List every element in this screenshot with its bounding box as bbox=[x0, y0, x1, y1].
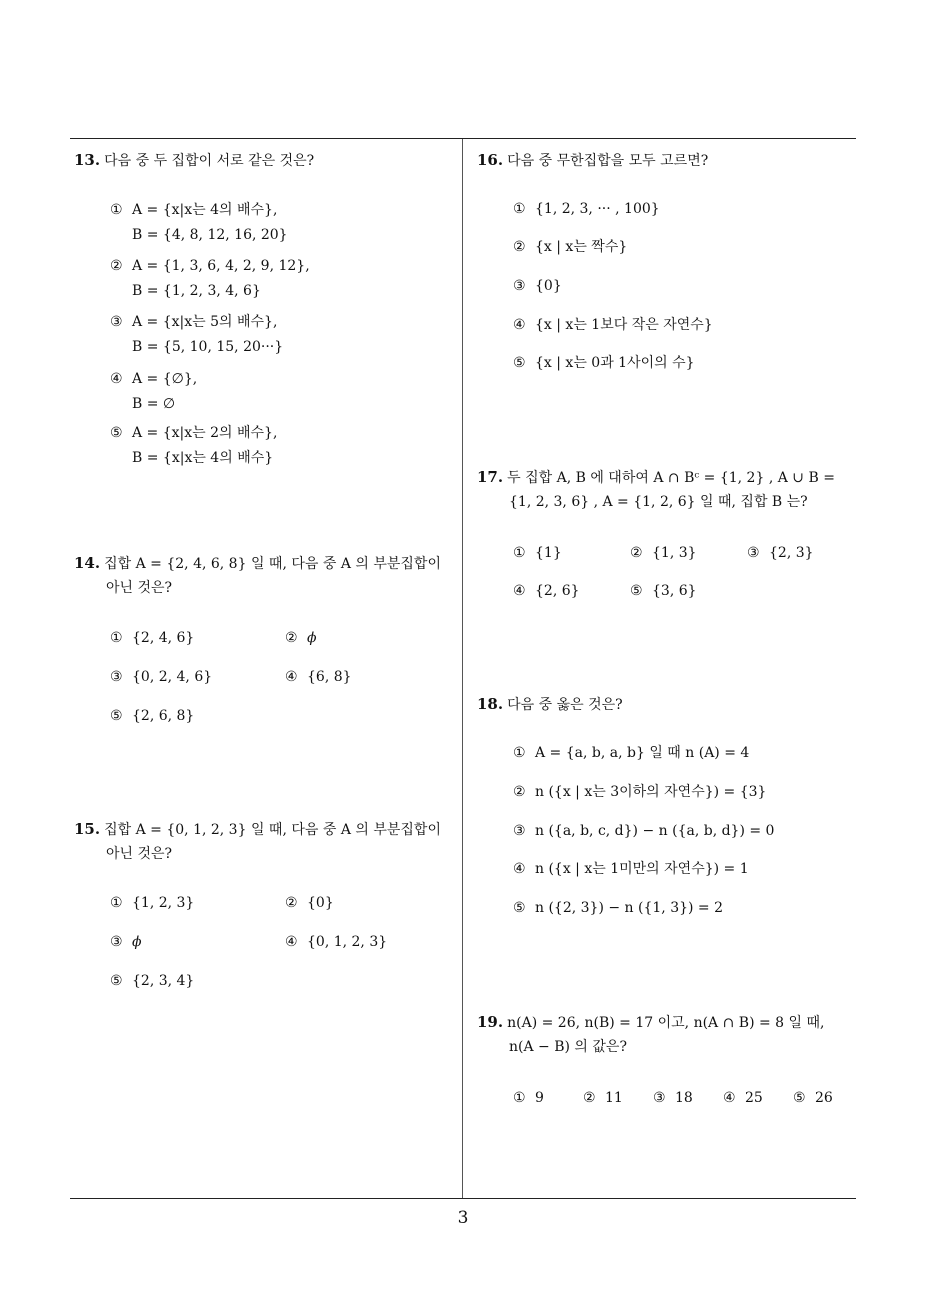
q13-option-3-line2: B = {5, 10, 15, 20···} bbox=[132, 339, 284, 355]
question-text-cont: 아닌 것은? bbox=[106, 846, 173, 862]
option-text: n ({x | x는 3이하의 자연수}) = {3} bbox=[535, 784, 767, 800]
question-number: 15. bbox=[74, 820, 101, 838]
option-text: {1, 3} bbox=[652, 545, 697, 561]
question-text-cont: 아닌 것은? bbox=[106, 580, 173, 596]
option-mark: ① bbox=[513, 1090, 526, 1106]
option-text: {1, 2, 3, ··· , 100} bbox=[535, 201, 660, 217]
option-text: 26 bbox=[815, 1090, 833, 1106]
page-number: 3 bbox=[457, 1208, 469, 1228]
q18-option-3[interactable] bbox=[513, 819, 774, 843]
q17-option-5[interactable] bbox=[630, 579, 697, 603]
option-text: {3, 6} bbox=[652, 583, 697, 599]
option-text: 11 bbox=[605, 1090, 623, 1106]
option-mark: ③ bbox=[110, 934, 123, 950]
q19-option-2[interactable] bbox=[583, 1086, 623, 1110]
q17-option-4[interactable] bbox=[513, 579, 580, 603]
option-text: {x | x는 1보다 작은 자연수} bbox=[535, 317, 713, 333]
option-mark: ① bbox=[110, 630, 123, 646]
question-number: 13. bbox=[74, 151, 101, 169]
q16-option-5[interactable] bbox=[513, 351, 695, 375]
option-text: {2, 3, 4} bbox=[132, 973, 195, 989]
option-text: {2, 4, 6} bbox=[132, 630, 195, 646]
option-mark: ④ bbox=[110, 371, 123, 387]
option-mark: ② bbox=[110, 258, 123, 274]
option-text: {0, 2, 4, 6} bbox=[132, 669, 213, 685]
q13-option-1[interactable] bbox=[110, 198, 277, 222]
option-mark: ⑤ bbox=[793, 1090, 806, 1106]
q17-option-3[interactable] bbox=[747, 541, 814, 565]
q16-option-1[interactable] bbox=[513, 197, 660, 221]
option-mark: ⑤ bbox=[513, 900, 526, 916]
option-text: n ({2, 3}) − n ({1, 3}) = 2 bbox=[535, 900, 724, 916]
q16-option-4[interactable] bbox=[513, 313, 713, 337]
q13-option-3[interactable] bbox=[110, 310, 277, 334]
q14-option-1[interactable] bbox=[110, 626, 194, 650]
option-text: n ({x | x는 1미만의 자연수}) = 1 bbox=[535, 861, 749, 877]
question-text: 다음 중 옳은 것은? bbox=[507, 697, 623, 713]
question-text-cont: n(A − B) 의 값은? bbox=[509, 1039, 627, 1055]
question-text: n(A) = 26, n(B) = 17 이고, n(A ∩ B) = 8 일 때, bbox=[507, 1015, 825, 1031]
option-mark: ② bbox=[583, 1090, 596, 1106]
option-mark: ② bbox=[630, 545, 643, 561]
q14-option-2[interactable] bbox=[285, 626, 317, 650]
q19-option-1[interactable] bbox=[513, 1086, 544, 1110]
option-text: ϕ bbox=[307, 630, 317, 646]
option-text: {1, 2, 3} bbox=[132, 895, 195, 911]
q19-option-5[interactable] bbox=[793, 1086, 833, 1110]
question-14 bbox=[74, 551, 459, 600]
option-text: {2, 3} bbox=[769, 545, 814, 561]
q13-option-5[interactable] bbox=[110, 421, 277, 445]
question-text: 다음 중 무한집합을 모두 고르면? bbox=[507, 153, 709, 169]
option-text: A = {x|x는 4의 배수}, bbox=[132, 202, 278, 218]
option-text: 18 bbox=[675, 1090, 693, 1106]
q13-option-4-line2: B = ∅ bbox=[132, 396, 176, 412]
option-text: n ({a, b, c, d}) − n ({a, b, d}) = 0 bbox=[535, 823, 775, 839]
option-mark: ④ bbox=[285, 669, 298, 685]
option-mark: ② bbox=[513, 784, 526, 800]
q17-option-1[interactable] bbox=[513, 541, 562, 565]
option-text: {2, 6} bbox=[535, 583, 580, 599]
option-mark: ③ bbox=[110, 669, 123, 685]
question-number: 18. bbox=[477, 695, 504, 713]
option-text: A = {x|x는 2의 배수}, bbox=[132, 425, 278, 441]
option-mark: ① bbox=[513, 545, 526, 561]
option-text: {1} bbox=[535, 545, 562, 561]
option-text: 9 bbox=[535, 1090, 544, 1106]
question-number: 16. bbox=[477, 151, 504, 169]
option-mark: ④ bbox=[723, 1090, 736, 1106]
option-text: {x | x는 짝수} bbox=[535, 239, 628, 255]
option-mark: ④ bbox=[513, 317, 526, 333]
q15-option-1[interactable] bbox=[110, 891, 194, 915]
top-rule bbox=[70, 138, 856, 139]
option-text: {0} bbox=[535, 278, 562, 294]
question-18 bbox=[477, 692, 623, 717]
question-text: 다음 중 두 집합이 서로 같은 것은? bbox=[104, 153, 315, 169]
option-mark: ② bbox=[285, 630, 298, 646]
option-mark: ① bbox=[110, 895, 123, 911]
question-text: 집합 A = {0, 1, 2, 3} 일 때, 다음 중 A 의 부분집합이 bbox=[104, 822, 441, 838]
option-text: ϕ bbox=[132, 934, 142, 950]
option-mark: ⑤ bbox=[110, 708, 123, 724]
question-17 bbox=[477, 465, 857, 514]
q13-option-5-line2: B = {x|x는 4의 배수} bbox=[132, 450, 274, 466]
option-text: {2, 6, 8} bbox=[132, 708, 195, 724]
option-mark: ① bbox=[110, 202, 123, 218]
q17-option-2[interactable] bbox=[630, 541, 697, 565]
q18-option-2[interactable] bbox=[513, 780, 766, 804]
q15-option-5[interactable] bbox=[110, 969, 194, 993]
option-mark: ④ bbox=[285, 934, 298, 950]
option-mark: ④ bbox=[513, 583, 526, 599]
question-text-cont: {1, 2, 3, 6} , A = {1, 2, 6} 일 때, 집합 B 는? bbox=[509, 494, 808, 510]
question-number: 19. bbox=[477, 1013, 504, 1031]
question-16 bbox=[477, 148, 708, 173]
question-number: 17. bbox=[477, 468, 504, 486]
q18-option-1[interactable] bbox=[513, 741, 749, 765]
option-text: A = {a, b, a, b} 일 때 n (A) = 4 bbox=[535, 745, 750, 761]
q15-option-2[interactable] bbox=[285, 891, 334, 915]
q14-option-4[interactable] bbox=[285, 665, 352, 689]
option-mark: ③ bbox=[513, 278, 526, 294]
q19-option-4[interactable] bbox=[723, 1086, 763, 1110]
q18-option-4[interactable] bbox=[513, 857, 749, 881]
q13-option-4[interactable] bbox=[110, 367, 197, 391]
option-mark: ① bbox=[513, 745, 526, 761]
option-text: A = {1, 3, 6, 4, 2, 9, 12}, bbox=[132, 258, 310, 274]
question-text: 두 집합 A, B 에 대하여 A ∩ Bᶜ = {1, 2} , A ∪ B = bbox=[507, 470, 835, 486]
option-mark: ③ bbox=[110, 314, 123, 330]
question-text: 집합 A = {2, 4, 6, 8} 일 때, 다음 중 A 의 부분집합이 bbox=[104, 556, 441, 572]
q16-option-2[interactable] bbox=[513, 235, 627, 259]
q14-option-5[interactable] bbox=[110, 704, 194, 728]
option-text: {x | x는 0과 1사이의 수} bbox=[535, 355, 695, 371]
option-mark: ⑤ bbox=[513, 355, 526, 371]
option-mark: ③ bbox=[653, 1090, 666, 1106]
option-mark: ② bbox=[285, 895, 298, 911]
q19-option-3[interactable] bbox=[653, 1086, 693, 1110]
bottom-rule bbox=[70, 1198, 856, 1199]
option-mark: ③ bbox=[513, 823, 526, 839]
option-text: A = {x|x는 5의 배수}, bbox=[132, 314, 278, 330]
question-19 bbox=[477, 1010, 857, 1059]
q13-option-2-line2: B = {1, 2, 3, 4, 6} bbox=[132, 283, 261, 299]
q16-option-3[interactable] bbox=[513, 274, 562, 298]
q15-option-4[interactable] bbox=[285, 930, 387, 954]
option-mark: ② bbox=[513, 239, 526, 255]
option-mark: ⑤ bbox=[630, 583, 643, 599]
q13-option-2[interactable] bbox=[110, 254, 310, 278]
column-divider bbox=[462, 139, 463, 1199]
option-mark: ③ bbox=[747, 545, 760, 561]
question-number: 14. bbox=[74, 554, 101, 572]
q14-option-3[interactable] bbox=[110, 665, 212, 689]
option-text: 25 bbox=[745, 1090, 763, 1106]
option-mark: ① bbox=[513, 201, 526, 217]
q15-option-3[interactable] bbox=[110, 930, 142, 954]
question-15 bbox=[74, 817, 459, 866]
option-mark: ⑤ bbox=[110, 973, 123, 989]
option-text: {0} bbox=[307, 895, 334, 911]
option-text: A = {∅}, bbox=[132, 371, 198, 387]
q13-option-1-line2: B = {4, 8, 12, 16, 20} bbox=[132, 227, 288, 243]
option-mark: ④ bbox=[513, 861, 526, 877]
option-text: {6, 8} bbox=[307, 669, 352, 685]
question-13 bbox=[74, 148, 314, 173]
option-text: {0, 1, 2, 3} bbox=[307, 934, 388, 950]
q18-option-5[interactable] bbox=[513, 896, 723, 920]
option-mark: ⑤ bbox=[110, 425, 123, 441]
